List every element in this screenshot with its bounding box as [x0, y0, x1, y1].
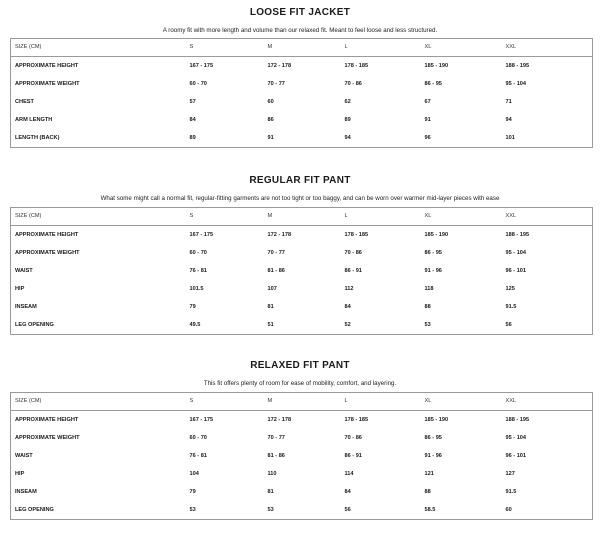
table-cell: 76 - 81 — [189, 453, 207, 459]
table-cell: 70 - 77 — [267, 250, 285, 256]
table-cell: 76 - 81 — [189, 268, 207, 274]
section-subtitle: This fit offers plenty of room for ease of mobility, comfort, and layering. — [203, 380, 397, 387]
table-cell: 52 — [344, 322, 351, 328]
table-cell: 60 - 70 — [189, 250, 207, 256]
section-title: RELAXED FIT PANT — [250, 360, 350, 371]
table-cell: 91.5 — [505, 489, 517, 495]
table-header-row — [11, 393, 593, 411]
table-cell: 60 - 70 — [189, 81, 207, 87]
column-header: XL — [421, 393, 502, 411]
table-cell: 95 - 104 — [505, 81, 527, 87]
table-header-row — [11, 208, 593, 226]
table-cell: 70 - 86 — [344, 81, 362, 87]
column-header: L — [341, 208, 421, 226]
table-cell: 81 — [267, 489, 274, 495]
table-cell: 86 - 91 — [344, 453, 362, 459]
table-cell: 91 — [424, 117, 431, 123]
table-cell: 114 — [344, 471, 354, 477]
table-cell: 95 - 104 — [505, 435, 527, 441]
row-label: APPROXIMATE HEIGHT — [15, 232, 79, 238]
table-cell: 172 - 178 — [267, 232, 292, 238]
table-cell: 104 — [189, 471, 199, 477]
column-header: S — [186, 208, 264, 226]
table-header-row — [11, 39, 593, 57]
table-cell: 70 - 86 — [344, 250, 362, 256]
row-label: LEG OPENING — [15, 507, 54, 513]
row-label: INSEAM — [15, 304, 37, 310]
table-cell: 91 - 96 — [424, 268, 442, 274]
column-header: S — [186, 39, 264, 57]
table-cell: 185 - 190 — [424, 232, 449, 238]
column-header: S — [186, 393, 264, 411]
column-header: L — [341, 393, 421, 411]
column-header: XL — [421, 39, 502, 57]
table-cell: 62 — [344, 99, 351, 105]
section-title: REGULAR FIT PANT — [249, 175, 351, 186]
row-label: HIP — [15, 471, 25, 477]
relaxed-fit-pant-section — [0, 335, 600, 520]
row-label: APPROXIMATE WEIGHT — [15, 250, 80, 256]
table-row — [11, 244, 593, 262]
table-cell: 125 — [505, 286, 515, 292]
table-cell: 188 - 195 — [505, 232, 530, 238]
table-cell: 95 - 104 — [505, 250, 527, 256]
section-title: LOOSE FIT JACKET — [249, 7, 351, 18]
table-cell: 51 — [267, 322, 274, 328]
row-label: INSEAM — [15, 489, 37, 495]
table-cell: 86 - 95 — [424, 250, 442, 256]
table-cell: 121 — [424, 471, 434, 477]
table-row — [11, 429, 593, 447]
table-row — [11, 411, 593, 430]
table-cell: 81 — [267, 304, 274, 310]
table-cell: 70 - 77 — [267, 435, 285, 441]
table-cell: 94 — [505, 117, 512, 123]
table-cell: 70 - 86 — [344, 435, 362, 441]
table-cell: 188 - 195 — [505, 417, 530, 423]
table-cell: 167 - 175 — [189, 417, 214, 423]
table-cell: 110 — [267, 471, 277, 477]
table-cell: 94 — [344, 135, 351, 141]
table-cell: 91 - 96 — [424, 453, 442, 459]
table-cell: 188 - 195 — [505, 63, 530, 69]
column-header: XXL — [502, 39, 593, 57]
table-cell: 96 - 101 — [505, 268, 527, 274]
table-cell: 57 — [189, 99, 196, 105]
loose-fit-jacket-section — [0, 0, 600, 148]
column-header: SIZE (CM) — [11, 39, 186, 57]
table-cell: 81 - 86 — [267, 453, 285, 459]
table-row — [11, 465, 593, 483]
table-row — [11, 93, 593, 111]
row-label: LENGTH (BACK) — [15, 135, 60, 141]
size-table — [10, 38, 593, 148]
table-cell: 71 — [505, 99, 512, 105]
table-row — [11, 316, 593, 335]
table-cell: 53 — [267, 507, 274, 513]
table-cell: 53 — [424, 322, 431, 328]
table-cell: 89 — [189, 135, 196, 141]
table-cell: 86 - 95 — [424, 435, 442, 441]
table-cell: 167 - 175 — [189, 232, 214, 238]
regular-fit-pant-section — [0, 148, 600, 335]
table-cell: 96 — [424, 135, 431, 141]
table-cell: 96 - 101 — [505, 453, 527, 459]
row-label: APPROXIMATE HEIGHT — [15, 63, 79, 69]
table-row — [11, 226, 593, 245]
row-label: WAIST — [15, 453, 33, 459]
column-header: M — [264, 208, 341, 226]
table-cell: 178 - 185 — [344, 417, 369, 423]
size-table — [10, 207, 593, 335]
table-row — [11, 111, 593, 129]
column-header: XXL — [502, 208, 593, 226]
table-cell: 127 — [505, 471, 515, 477]
table-row — [11, 501, 593, 520]
table-cell: 101 — [505, 135, 515, 141]
row-label: APPROXIMATE HEIGHT — [15, 417, 79, 423]
table-cell: 172 - 178 — [267, 63, 292, 69]
table-row — [11, 447, 593, 465]
table-cell: 86 - 95 — [424, 81, 442, 87]
table-row — [11, 483, 593, 501]
column-header: M — [264, 393, 341, 411]
table-cell: 167 - 175 — [189, 63, 214, 69]
table-row — [11, 262, 593, 280]
table-cell: 112 — [344, 286, 354, 292]
table-row — [11, 298, 593, 316]
row-label: ARM LENGTH — [15, 117, 53, 123]
table-cell: 79 — [189, 304, 196, 310]
table-cell: 81 - 86 — [267, 268, 285, 274]
table-cell: 86 - 91 — [344, 268, 362, 274]
table-cell: 67 — [424, 99, 431, 105]
table-cell: 60 - 70 — [189, 435, 207, 441]
table-row — [11, 57, 593, 76]
table-cell: 79 — [189, 489, 196, 495]
size-table — [10, 392, 593, 520]
table-row — [11, 129, 593, 148]
table-row — [11, 75, 593, 93]
table-cell: 49.5 — [189, 322, 201, 328]
table-cell: 91.5 — [505, 304, 517, 310]
table-cell: 86 — [267, 117, 274, 123]
table-cell: 172 - 178 — [267, 417, 292, 423]
table-cell: 58.5 — [424, 507, 436, 513]
table-cell: 178 - 185 — [344, 232, 369, 238]
column-header: XL — [421, 208, 502, 226]
table-cell: 84 — [344, 304, 351, 310]
section-subtitle: What some might call a normal fit, regular-fitting garments are not too tight or too baggy, and can be worn over warmer mid-layer pieces with ease — [100, 195, 500, 202]
row-label: LEG OPENING — [15, 322, 54, 328]
table-cell: 185 - 190 — [424, 417, 449, 423]
table-cell: 56 — [344, 507, 351, 513]
table-row — [11, 280, 593, 298]
table-cell: 56 — [505, 322, 512, 328]
row-label: WAIST — [15, 268, 33, 274]
column-header: SIZE (CM) — [11, 393, 186, 411]
column-header: M — [264, 39, 341, 57]
table-cell: 84 — [344, 489, 351, 495]
column-header: SIZE (CM) — [11, 208, 186, 226]
table-cell: 60 — [505, 507, 512, 513]
table-cell: 60 — [267, 99, 274, 105]
column-header: XXL — [502, 393, 593, 411]
table-cell: 185 - 190 — [424, 63, 449, 69]
table-cell: 88 — [424, 489, 431, 495]
row-label: APPROXIMATE WEIGHT — [15, 81, 80, 87]
table-cell: 107 — [267, 286, 277, 292]
table-cell: 89 — [344, 117, 351, 123]
table-cell: 101.5 — [189, 286, 204, 292]
table-cell: 53 — [189, 507, 196, 513]
table-cell: 91 — [267, 135, 274, 141]
section-subtitle: A roomy fit with more length and volume than our relaxed fit. Meant to feel loose and less structured. — [162, 27, 438, 34]
table-cell: 70 - 77 — [267, 81, 285, 87]
table-cell: 88 — [424, 304, 431, 310]
column-header: L — [341, 39, 421, 57]
table-cell: 178 - 185 — [344, 63, 369, 69]
table-cell: 84 — [189, 117, 196, 123]
row-label: APPROXIMATE WEIGHT — [15, 435, 80, 441]
table-cell: 118 — [424, 286, 434, 292]
row-label: CHEST — [15, 99, 34, 105]
row-label: HIP — [15, 286, 25, 292]
